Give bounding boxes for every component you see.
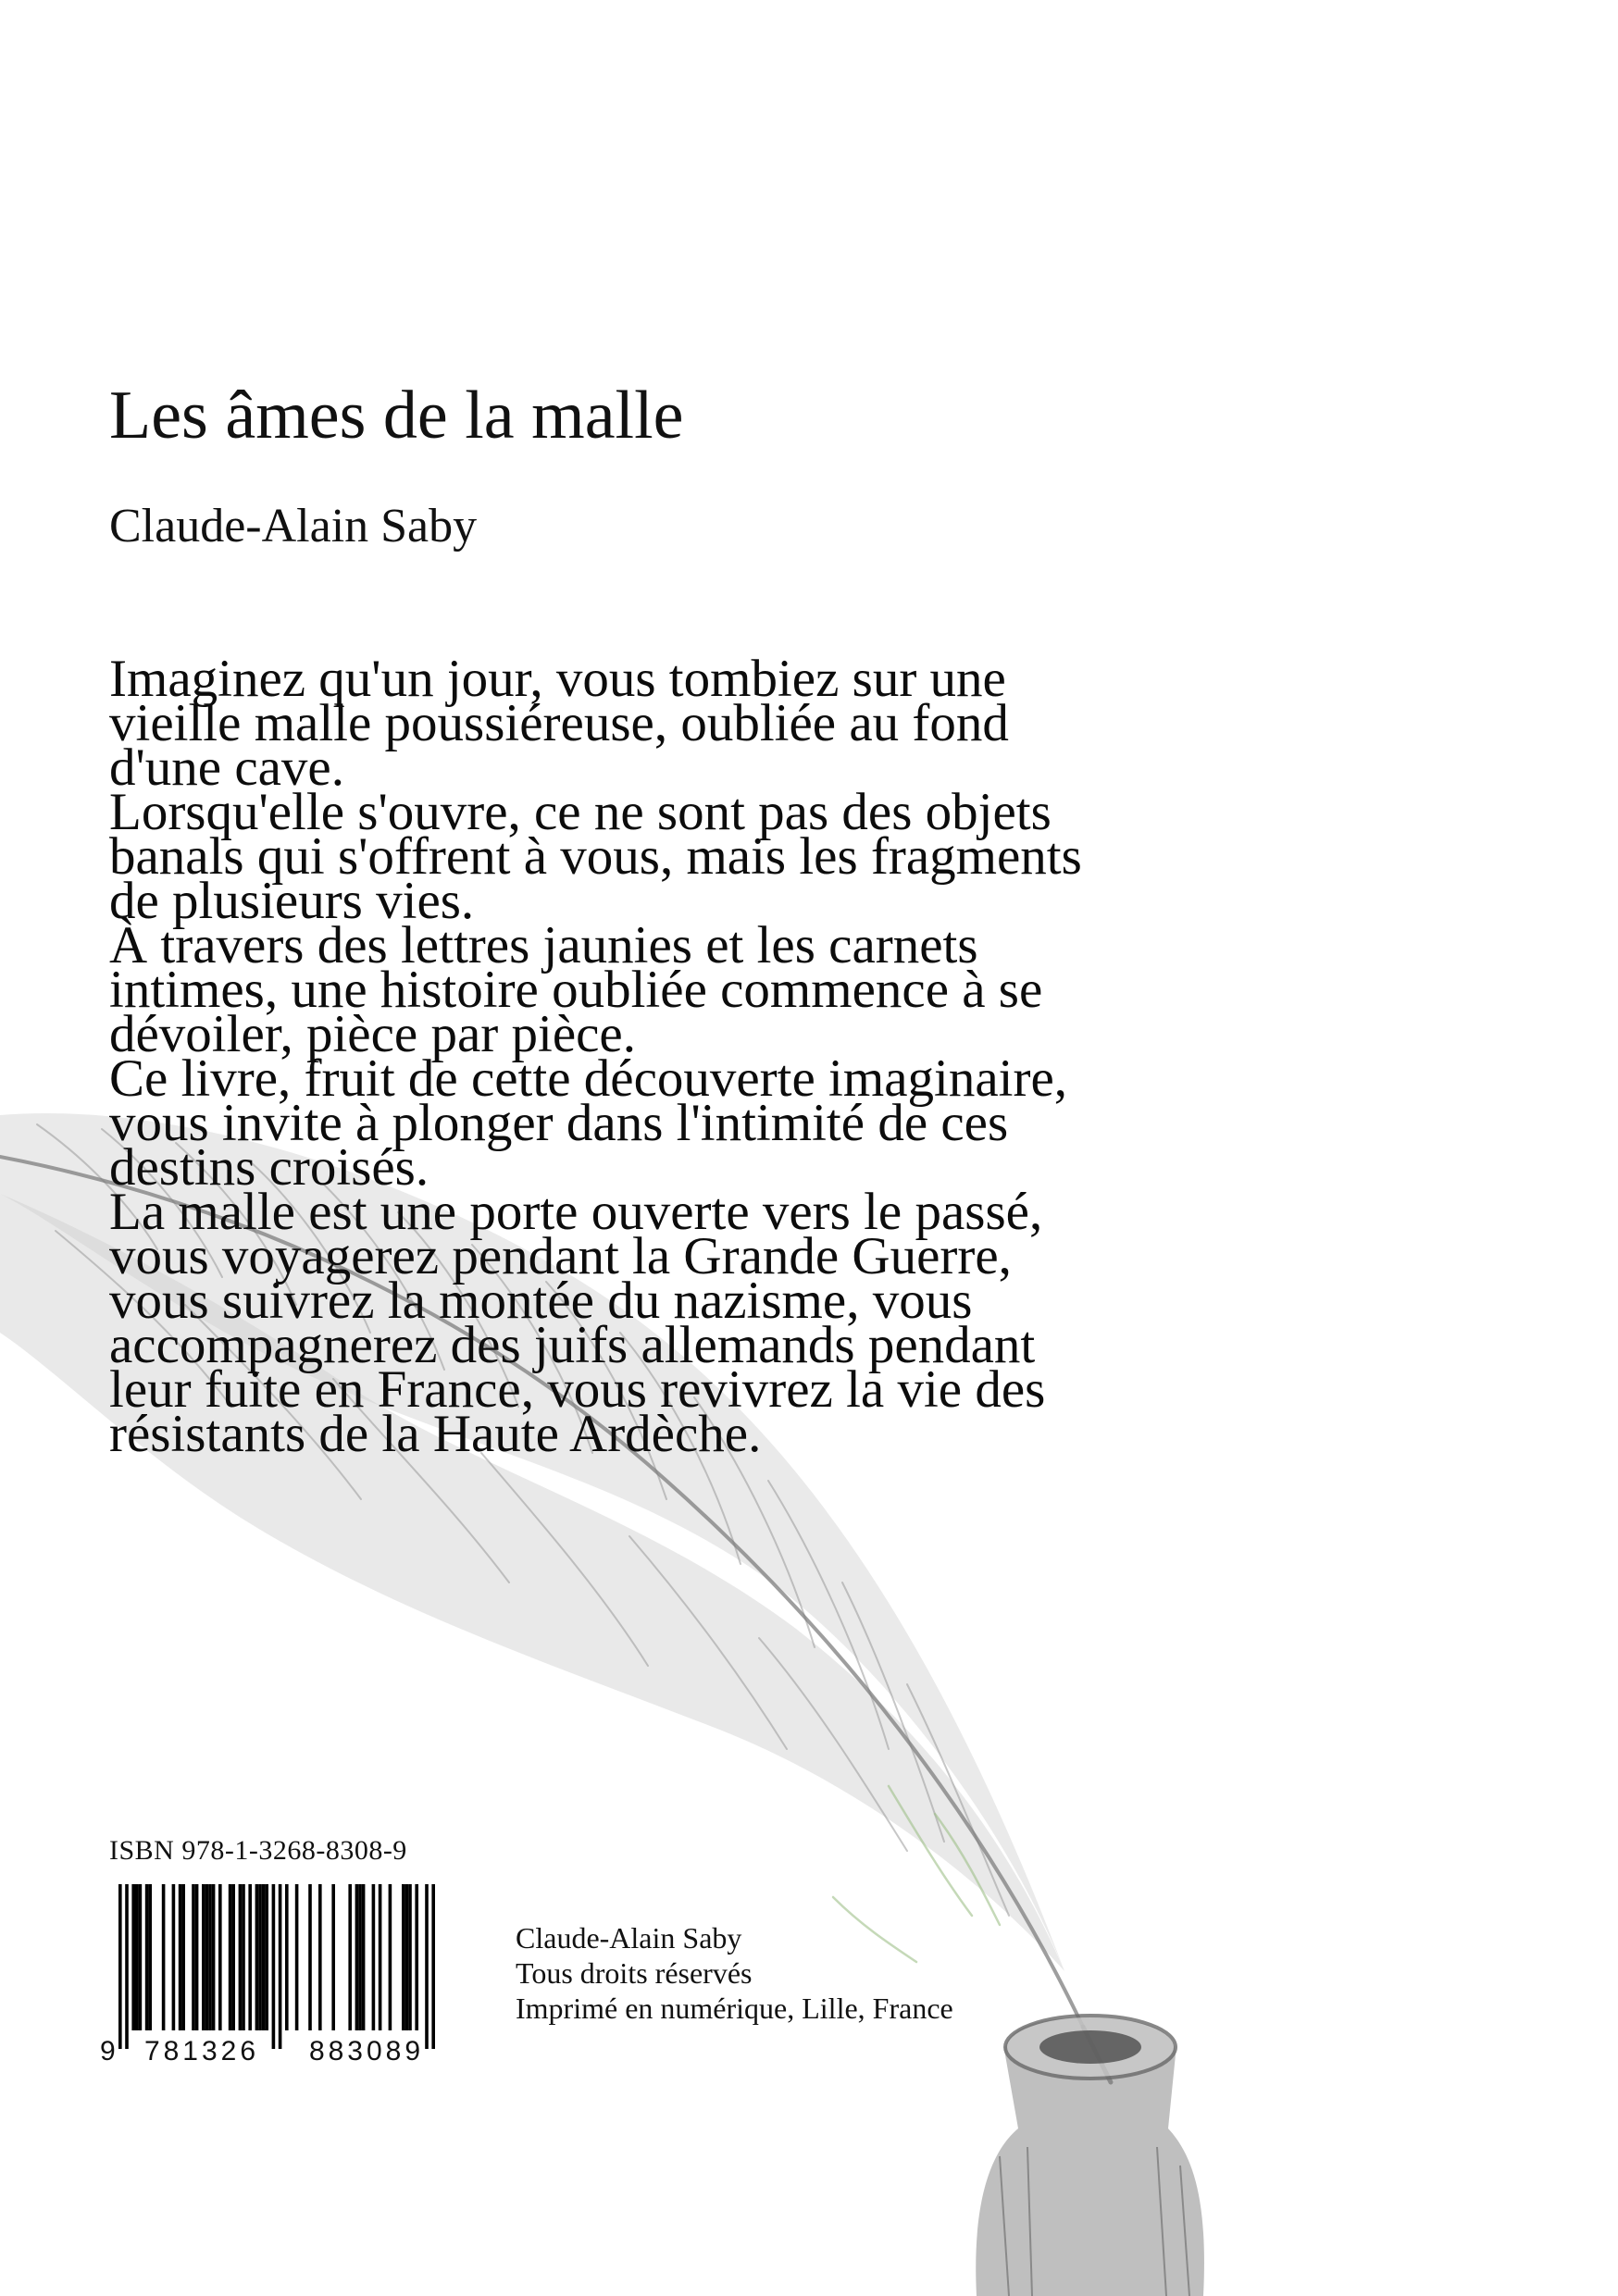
imprint-printed: Imprimé en numérique, Lille, France (516, 1992, 953, 2025)
imprint-author: Claude-Alain Saby (516, 1921, 742, 1955)
blurb-line: Ce livre, fruit de cette découverte imaginaire, (109, 1049, 1068, 1108)
barcode-bar (242, 1884, 245, 2030)
barcode-bar (431, 1884, 435, 2049)
blurb-line: Imaginez qu'un jour, vous tombiez sur une (109, 650, 1006, 708)
barcode-bar (172, 1884, 176, 2030)
imprint-rights: Tous droits réservés (516, 1956, 753, 1990)
barcode-bar (358, 1884, 362, 2030)
barcode-bar (131, 1884, 135, 2030)
barcode-bar (308, 1884, 312, 2030)
barcode-bar (145, 1884, 149, 2030)
blurb-paragraph (109, 1183, 1331, 1463)
barcode-bar (408, 1884, 412, 2030)
barcode-bar (402, 1884, 405, 2030)
barcode-bar (272, 1884, 276, 2049)
barcode-bar (125, 1884, 129, 2049)
barcode-bar (135, 1884, 139, 2030)
barcode-bar (318, 1884, 322, 2030)
barcode-first-digit: 9 (100, 2036, 116, 2066)
blurb-paragraph (109, 783, 1331, 930)
barcode-bar (362, 1884, 366, 2030)
isbn-label: ISBN 978-1-3268-8308-9 (109, 1835, 407, 1866)
barcode-bar (425, 1884, 429, 2049)
barcode-bar (218, 1884, 222, 2030)
barcode-bar (355, 1884, 359, 2030)
barcode-bar (265, 1884, 268, 2030)
isbn-barcode (93, 1880, 455, 2066)
barcode-bar (415, 1884, 418, 2030)
blurb-line: d'une cave. (109, 738, 344, 797)
blurb-line: vous suivrez la montée du nazisme, vous (109, 1272, 973, 1330)
barcode-graphic (93, 1880, 455, 2066)
barcode-bar (389, 1884, 392, 2030)
blurb-line: banals qui s'offrent à vous, mais les fragments (109, 827, 1082, 886)
blurb-line: dévoiler, pièce par pièce. (109, 1005, 636, 1063)
inkwell-icon (976, 2016, 1204, 2296)
imprint (516, 1920, 953, 2026)
blurb-line: vous voyagerez pendant la Grande Guerre, (109, 1227, 1012, 1285)
barcode-bar (258, 1884, 262, 2030)
barcode-bar (239, 1884, 243, 2030)
blurb-line: résistants de la Haute Ardèche. (109, 1405, 762, 1463)
barcode-bar (331, 1884, 335, 2030)
barcode-bar (208, 1884, 212, 2030)
barcode-bar (162, 1884, 166, 2030)
blurb-line: intimes, une histoire oubliée commence à se (109, 961, 1043, 1019)
barcode-bar (248, 1884, 252, 2030)
barcode-bar (295, 1884, 299, 2030)
barcode-right-digits: 883089 (308, 2036, 425, 2066)
barcode-bar (202, 1884, 205, 2030)
blurb-line: À travers des lettres jaunies et les carnets (109, 916, 978, 974)
blurb-line: vieille malle poussiéreuse, oubliée au fond (109, 694, 1009, 752)
blurb-line: La malle est une porte ouverte vers le passé, (109, 1183, 1043, 1241)
barcode-left-digits: 781326 (143, 2036, 260, 2066)
barcode-bar (195, 1884, 199, 2030)
barcode-bar (231, 1884, 235, 2030)
barcode-bar (229, 1884, 232, 2030)
book-title: Les âmes de la malle (109, 378, 684, 453)
blurb-line: leur fuite en France, vous revivrez la vie des (109, 1360, 1046, 1419)
author-name: Claude-Alain Saby (109, 500, 478, 552)
blurb (109, 650, 1331, 1463)
barcode-bar (379, 1884, 382, 2030)
barcode-bar (285, 1884, 289, 2030)
barcode-bar (212, 1884, 216, 2030)
blurb-line: vous invite à plonger dans l'intimité de ces (109, 1094, 1009, 1152)
blurb-paragraph (109, 1049, 1331, 1197)
barcode-bars (118, 1884, 435, 2049)
blurb-line: accompagnerez des juifs allemands pendant (109, 1316, 1036, 1374)
barcode-bar (405, 1884, 409, 2030)
barcode-bar (148, 1884, 152, 2030)
blurb-paragraph (109, 650, 1331, 797)
blurb-line: de plusieurs vies. (109, 872, 475, 930)
blurb-line: Lorsqu'elle s'ouvre, ce ne sont pas des objets (109, 783, 1052, 841)
barcode-bar (348, 1884, 352, 2030)
barcode-bar (372, 1884, 376, 2030)
barcode-bar (279, 1884, 282, 2049)
barcode-bar (255, 1884, 259, 2030)
barcode-bar (139, 1884, 143, 2030)
blurb-line: destins croisés. (109, 1138, 429, 1197)
barcode-bar (118, 1884, 122, 2049)
barcode-bar (181, 1884, 185, 2030)
barcode-bar (262, 1884, 266, 2030)
barcode-bar (205, 1884, 209, 2030)
barcode-bar (192, 1884, 195, 2030)
barcode-bar (179, 1884, 182, 2030)
blurb-paragraph (109, 916, 1331, 1063)
